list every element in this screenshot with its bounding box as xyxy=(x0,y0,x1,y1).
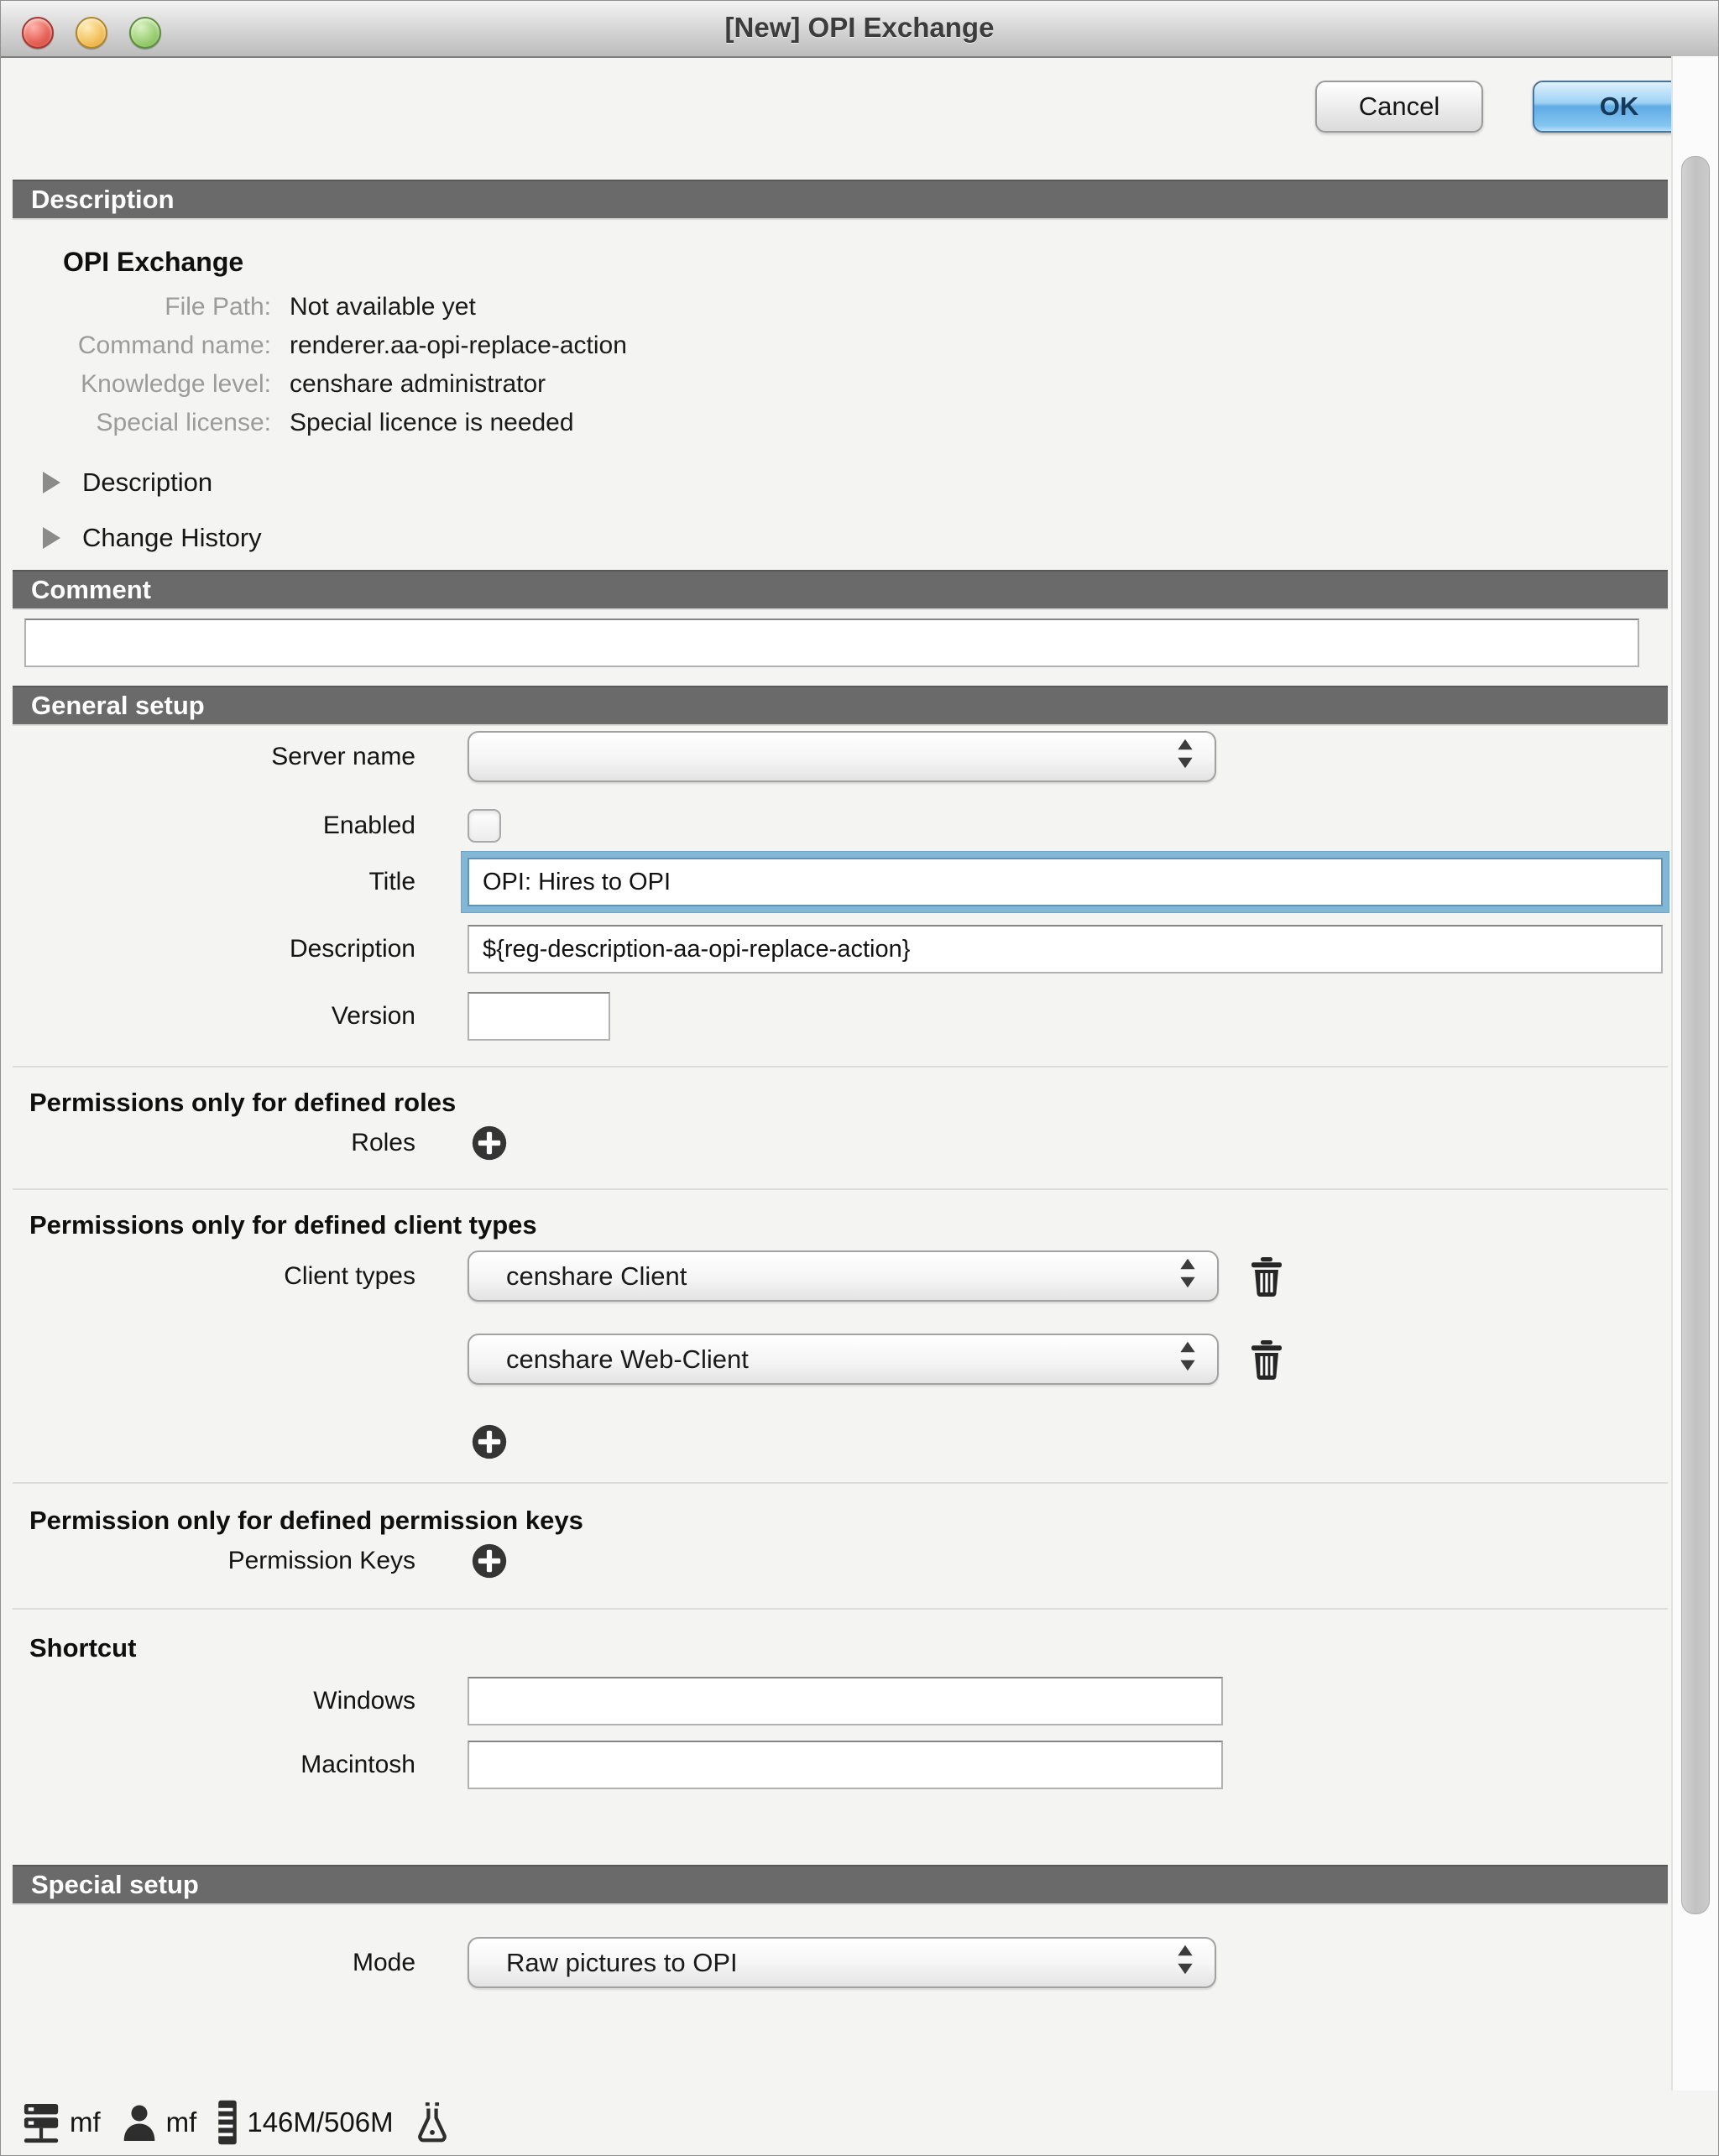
server-name-row xyxy=(13,731,1668,782)
stepper-arrows-icon xyxy=(1176,1944,1194,1982)
info-row-special-license xyxy=(13,404,1668,442)
mode-select[interactable] xyxy=(468,1937,1216,1988)
roles-section-heading: Permissions only for defined roles xyxy=(29,1088,457,1117)
info-value: Special licence is needed xyxy=(290,409,574,436)
add-client-type-button[interactable] xyxy=(471,1423,508,1460)
vertical-scrollbar[interactable] xyxy=(1671,56,1718,2091)
cancel-button[interactable]: Cancel xyxy=(1315,81,1483,133)
disclosure-description[interactable] xyxy=(43,467,1668,498)
close-button[interactable] xyxy=(22,17,54,49)
general-setup-section-header: General setup xyxy=(13,686,1668,724)
client-types-label: Client types xyxy=(284,1261,415,1290)
info-label: File Path: xyxy=(165,293,271,321)
enabled-label: Enabled xyxy=(322,812,415,839)
divider xyxy=(13,1066,1668,1068)
client-type-value: censhare Client xyxy=(506,1261,687,1291)
title-label: Title xyxy=(368,868,415,895)
mode-value: Raw pictures to OPI xyxy=(506,1947,738,1977)
client-type-row xyxy=(13,1250,1668,1302)
client-type-select[interactable] xyxy=(468,1250,1219,1302)
add-role-button[interactable] xyxy=(471,1125,508,1162)
delete-client-type-button[interactable] xyxy=(1247,1256,1286,1297)
version-label: Version xyxy=(331,1002,415,1030)
permission-keys-section-heading: Permission only for defined permission keys xyxy=(29,1506,583,1535)
command-info-list xyxy=(13,288,1668,442)
server-name-select[interactable] xyxy=(468,731,1216,782)
minimize-button[interactable] xyxy=(76,17,107,49)
description-input[interactable] xyxy=(468,925,1663,974)
info-value: renderer.aa-opi-replace-action xyxy=(290,331,627,359)
divider xyxy=(13,1188,1668,1190)
shortcut-section-heading: Shortcut xyxy=(29,1633,137,1663)
info-value: Not available yet xyxy=(290,293,476,321)
windows-label: Windows xyxy=(313,1687,415,1715)
windows-shortcut-row xyxy=(13,1677,1668,1725)
ok-button[interactable]: OK xyxy=(1533,81,1706,133)
status-bar xyxy=(1,2089,1718,2155)
window-title: [New] OPI Exchange xyxy=(724,12,995,43)
title-row xyxy=(13,858,1668,906)
enabled-row xyxy=(13,809,1668,843)
stepper-arrows-icon xyxy=(1178,1257,1197,1296)
info-label: Command name: xyxy=(77,331,271,359)
mode-label: Mode xyxy=(352,1948,415,1976)
macintosh-shortcut-row xyxy=(13,1741,1668,1789)
mode-row xyxy=(13,1937,1668,1988)
client-type-value: censhare Web-Client xyxy=(506,1344,749,1374)
scrollbar-thumb[interactable] xyxy=(1681,156,1710,1914)
server-rack-icon xyxy=(23,2101,61,2144)
info-row-knowledge-level xyxy=(13,365,1668,404)
windows-shortcut-input[interactable] xyxy=(468,1677,1223,1725)
traffic-lights xyxy=(22,17,161,49)
client-types-section-heading: Permissions only for defined client types xyxy=(29,1210,537,1240)
macintosh-shortcut-input[interactable] xyxy=(468,1741,1223,1789)
divider xyxy=(13,1482,1668,1484)
titlebar xyxy=(1,1,1718,58)
description-label: Description xyxy=(289,935,415,963)
info-value: censhare administrator xyxy=(290,370,546,398)
version-input[interactable] xyxy=(468,992,610,1041)
disclosure-triangle-icon xyxy=(43,527,60,549)
permission-keys-label: Permission Keys xyxy=(227,1547,415,1574)
permission-keys-row xyxy=(13,1541,1668,1581)
command-title: OPI Exchange xyxy=(63,247,244,277)
description-section-header: Description xyxy=(13,180,1668,218)
stepper-arrows-icon xyxy=(1176,738,1194,776)
delete-client-type-button[interactable] xyxy=(1247,1339,1286,1380)
info-row-file-path xyxy=(13,288,1668,326)
status-server-name: mf xyxy=(70,2106,101,2138)
server-name-label: Server name xyxy=(271,742,415,770)
form-scroll-area xyxy=(13,56,1668,1988)
client-type-row xyxy=(13,1334,1668,1385)
add-permission-key-button[interactable] xyxy=(471,1543,508,1579)
disclosure-triangle-icon xyxy=(43,472,60,493)
disclosure-change-history[interactable] xyxy=(43,523,1668,553)
memory-icon xyxy=(217,2099,238,2146)
user-icon xyxy=(121,2101,158,2143)
client-type-select[interactable] xyxy=(468,1334,1219,1385)
status-user-name: mf xyxy=(165,2106,197,2138)
disclosure-label: Change History xyxy=(82,523,262,552)
macintosh-label: Macintosh xyxy=(300,1751,415,1778)
special-setup-section-header: Special setup xyxy=(13,1865,1668,1903)
stepper-arrows-icon xyxy=(1178,1340,1197,1379)
info-label: Knowledge level: xyxy=(81,370,271,398)
roles-label: Roles xyxy=(351,1129,415,1156)
flask-icon xyxy=(414,2101,451,2143)
description-row xyxy=(13,925,1668,974)
info-row-command-name xyxy=(13,326,1668,365)
comment-input[interactable] xyxy=(24,619,1639,667)
zoom-window-button[interactable] xyxy=(129,17,161,49)
status-memory-usage: 146M/506M xyxy=(247,2106,394,2138)
divider xyxy=(13,1608,1668,1610)
disclosure-label: Description xyxy=(82,467,213,497)
comment-section-header: Comment xyxy=(13,570,1668,608)
client-type-add-row xyxy=(13,1422,1668,1462)
enabled-checkbox[interactable] xyxy=(468,809,501,843)
version-row xyxy=(13,992,1668,1041)
roles-row xyxy=(13,1123,1668,1163)
title-input[interactable] xyxy=(468,858,1663,906)
info-label: Special license: xyxy=(96,409,271,436)
